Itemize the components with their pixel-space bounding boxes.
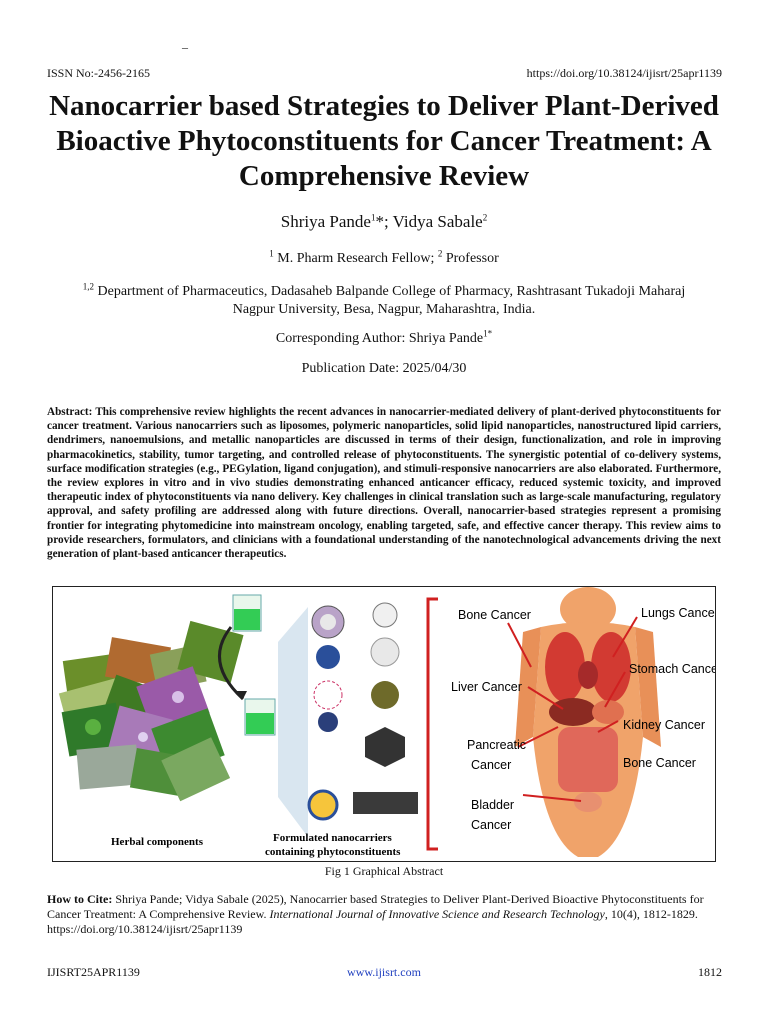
cite-details: , 10(4), 1812-1829. https://doi.org/10.38124/ijisrt/25apr1139 [47,907,698,936]
beaker-icon-bottom [245,699,275,735]
label-stomach-cancer: Stomach Cancer [629,662,715,676]
footer-website-link[interactable]: www.ijisrt.com [347,965,421,979]
role-1: M. Pharm Research Fellow; [273,251,438,266]
role-sup-1: 1 [269,248,274,259]
abstract-label: Abstract: [47,406,93,418]
label-bone-cancer-left: Bone Cancer [458,608,531,622]
flow-wedge [278,607,308,837]
role-2: Professor [442,251,499,266]
figure-caption: Fig 1 Graphical Abstract [324,864,444,878]
graphical-abstract-figure [52,586,716,862]
corresponding-sup: 1* [483,328,493,339]
header-mark: – [182,40,188,54]
author-name-2: Vidya Sabale [392,212,483,231]
paper-title: Nanocarrier based Strategies to Deliver Plant-Derived Bioactive Phytoconstituents for Cancer Treatment: A Comprehensive Review [49,90,719,192]
label-pancreatic-cancer-2: Cancer [471,758,512,772]
cite-label: How to Cite: [47,892,113,906]
author-name-1: Shriya Pande [280,212,371,231]
label-bone-cancer-right: Bone Cancer [623,756,696,770]
author-separator: *; [375,212,393,231]
cite-journal: International Journal of Innovative Science and Research Technology [269,907,605,921]
abstract-text: This comprehensive review highlights the recent advances in nanocarrier-mediated delivery of plant-derived phytoconstituents for cancer treatment. Various nanocarriers such as liposomes, polymeric nanoparticles, solid lipid nanoparticles, nanostructured lipid carriers, dendrimers, nanoemulsions, and metallic nanoparticles are discussed in terms of their design, functionalization, and role in improving pharmacokinetics, stability, tumor targeting, and controlled release of phytoconstituents. The synergistic potential of co-delivery systems, surface modification strategies (e.g., PEGylation, ligand conjugation), and stimuli-responsive nanocarriers are also elaborated. Furthermore, the review explores in vitro and in vivo studies demonstrating enhanced anticancer efficacy, reduced systemic toxicity, and improved therapeutic index of phytoconstituents via nano delivery. Key challenges in clinical translation such as large-scale manufacturing, regulatory approval, and safety profiling are addressed along with future directions. Overall, nanocarrier-based strategies represent a promising frontier for integrating phytomedicine into mainstream oncology, enabling targeted, safe, and effective cancer therapy. This review aims to provide researchers, formulators, and clinicians with a foundational understanding of the nanotechnological advancements driving the next generation of plant-based anticancer therapeutics. [47,406,721,561]
corresponding-text: Corresponding Author: Shriya Pande [275,331,484,346]
affiliation-sup: 1,2 [82,281,95,292]
label-pancreatic-cancer-1: Pancreatic [467,738,527,752]
doi-link[interactable]: https://doi.org/10.38124/ijisrt/25apr1139 [526,66,722,80]
corresponding-author [40,328,728,347]
red-bracket [428,599,438,849]
footer-article-id: IJISRT25APR1139 [47,965,140,979]
issn-number: ISSN No:-2456-2165 [47,66,151,80]
how-to-cite [47,892,721,937]
author-roles [40,248,728,267]
graphical-abstract-svg [53,587,715,861]
label-kidney-cancer: Kidney Cancer [623,718,705,732]
label-formulated-nanocarriers-2: containing phytoconstituents [265,846,401,858]
cite-text: Shriya Pande; Vidya Sabale (2025), Nanocarrier based Strategies to Deliver Plant-Derived Bioactive Phytoconstituents for Cancer Treatment: A Comprehensive Review. [47,892,704,921]
label-formulated-nanocarriers-1: Formulated nanocarriers [273,832,392,844]
affiliation [40,283,728,319]
affiliation-line-1: Department of Pharmaceutics, Dadasaheb Balpande College of Pharmacy, Rashtrasant Tukadoji Maharaj [94,284,686,299]
role-sup-2: 2 [437,248,443,259]
herbal-components-collage [59,621,244,801]
label-lungs-cancer: Lungs Cancer [641,606,715,620]
abstract [47,405,721,561]
label-bladder-cancer-2: Cancer [471,818,512,832]
author-1-affil-sup: 1 [370,212,376,223]
affiliation-line-2: Nagpur University, Besa, Nagpur, Maharashtra, India. [232,302,536,317]
publication-date: Publication Date: 2025/04/30 [301,361,467,376]
label-bladder-cancer-1: Bladder [471,798,515,812]
label-liver-cancer: Liver Cancer [451,680,522,694]
beaker-icon-top [233,595,261,631]
label-herbal-components: Herbal components [111,836,203,848]
footer-page-number: 1812 [698,965,722,979]
author-line [40,212,728,232]
author-2-affil-sup: 2 [482,212,488,223]
nanocarrier-icons [309,603,418,819]
